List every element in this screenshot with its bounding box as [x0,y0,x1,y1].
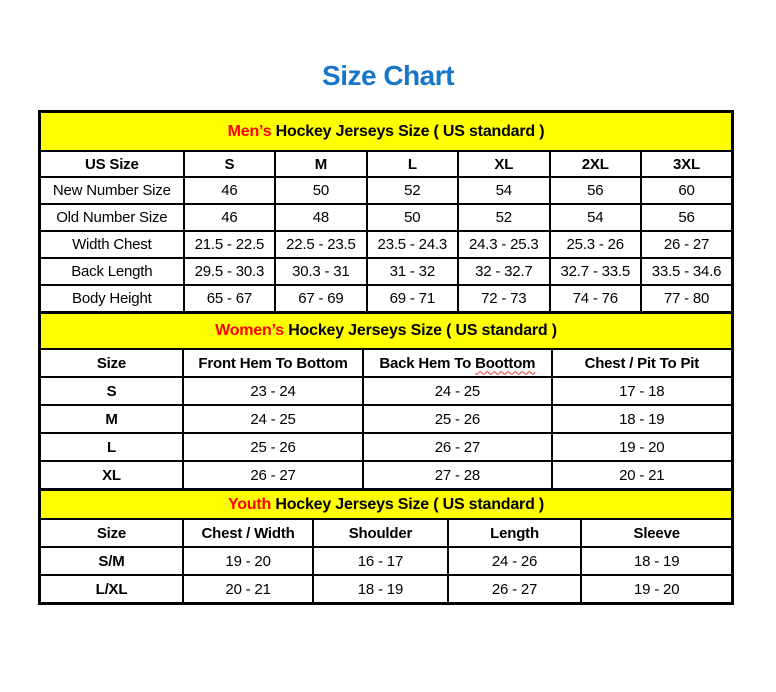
size-value: 67 - 69 [275,285,366,313]
size-value: 18 - 19 [552,405,733,433]
mens-column-header-row [40,151,733,177]
size-value: 77 - 80 [641,285,733,313]
size-value: 24 - 26 [448,547,582,575]
table-row [40,433,733,461]
row-label: New Number Size [40,177,184,204]
column-header: 2XL [550,151,641,177]
size-value: 20 - 21 [183,575,313,604]
column-header: Size [40,519,183,547]
size-value: 46 [184,177,275,204]
size-value: 60 [641,177,733,204]
size-value: 25 - 26 [363,405,551,433]
size-value: 25 - 26 [183,433,363,461]
womens-size-table [38,311,734,491]
column-header: Chest / Pit To Pit [552,349,733,377]
size-value: 25.3 - 26 [550,231,641,258]
womens-column-header-row [40,349,733,377]
size-value: 74 - 76 [550,285,641,313]
column-header: XL [458,151,549,177]
size-value: 48 [275,204,366,231]
youth-accent-word: Youth [227,495,272,513]
size-value: 23 - 24 [183,377,363,405]
row-label: Body Height [40,285,184,313]
column-header: Length [448,519,582,547]
size-value: 19 - 20 [183,547,313,575]
table-row [40,575,733,604]
size-value: 27 - 28 [363,461,551,490]
misspelled-word-squiggle: Boottom [475,354,536,372]
womens-section-header [40,313,733,350]
row-label: M [40,405,183,433]
size-value: 26 - 27 [641,231,733,258]
column-header: 3XL [641,151,733,177]
page-title: Size Chart [322,60,454,91]
size-value: 54 [458,177,549,204]
column-header-text: Back Hem To [379,354,472,372]
row-label: Back Length [40,258,184,285]
table-row [40,231,733,258]
size-value: 56 [550,177,641,204]
size-value: 56 [641,204,733,231]
row-label: Width Chest [40,231,184,258]
size-value: 17 - 18 [552,377,733,405]
size-chart-tables [38,110,734,605]
size-value: 32 - 32.7 [458,258,549,285]
youth-section-title [40,490,733,520]
mens-section-title [40,112,733,152]
table-row [40,177,733,204]
table-row [40,285,733,313]
column-header: US Size [40,151,184,177]
youth-title-rest: Hockey Jerseys Size ( US standard ) [271,495,545,513]
size-value: 69 - 71 [367,285,458,313]
size-value: 22.5 - 23.5 [275,231,366,258]
size-value: 19 - 20 [552,433,733,461]
size-value: 21.5 - 22.5 [184,231,275,258]
youth-size-table [38,488,734,605]
size-value: 20 - 21 [552,461,733,490]
column-header: Front Hem To Bottom [183,349,363,377]
column-header [363,349,551,377]
womens-section-title [40,313,733,350]
size-value: 33.5 - 34.6 [641,258,733,285]
row-label: L [40,433,183,461]
row-label: S [40,377,183,405]
row-label: Old Number Size [40,204,184,231]
size-value: 46 [184,204,275,231]
size-value: 50 [367,204,458,231]
size-value: 26 - 27 [183,461,363,490]
size-value: 23.5 - 24.3 [367,231,458,258]
size-value: 18 - 19 [581,547,732,575]
size-value: 32.7 - 33.5 [550,258,641,285]
size-value: 19 - 20 [581,575,732,604]
row-label: XL [40,461,183,490]
size-value: 30.3 - 31 [275,258,366,285]
size-value: 52 [458,204,549,231]
table-row [40,377,733,405]
size-value: 16 - 17 [313,547,447,575]
size-value: 26 - 27 [448,575,582,604]
size-value: 65 - 67 [184,285,275,313]
mens-title-rest: Hockey Jerseys Size ( US standard ) [271,122,545,140]
table-row [40,258,733,285]
column-header: Size [40,349,183,377]
mens-section-header [40,112,733,152]
column-header: Shoulder [313,519,447,547]
womens-title-rest: Hockey Jerseys Size ( US standard ) [283,322,557,339]
youth-column-header-row [40,519,733,547]
table-row [40,204,733,231]
column-header: M [275,151,366,177]
size-value: 24.3 - 25.3 [458,231,549,258]
column-header: Sleeve [581,519,732,547]
mens-size-table [38,110,734,314]
size-value: 24 - 25 [363,377,551,405]
column-header: L [367,151,458,177]
size-value: 26 - 27 [363,433,551,461]
table-row [40,461,733,490]
mens-accent-word: Men’s [227,122,272,140]
size-value: 72 - 73 [458,285,549,313]
size-value: 52 [367,177,458,204]
table-row [40,547,733,575]
column-header: S [184,151,275,177]
column-header: Chest / Width [183,519,313,547]
size-value: 29.5 - 30.3 [184,258,275,285]
size-value: 54 [550,204,641,231]
table-row [40,405,733,433]
womens-accent-word: Women’s [215,322,284,339]
size-value: 31 - 32 [367,258,458,285]
size-value: 18 - 19 [313,575,447,604]
row-label: L/XL [40,575,183,604]
size-value: 24 - 25 [183,405,363,433]
youth-section-header [40,490,733,520]
size-value: 50 [275,177,366,204]
row-label: S/M [40,547,183,575]
